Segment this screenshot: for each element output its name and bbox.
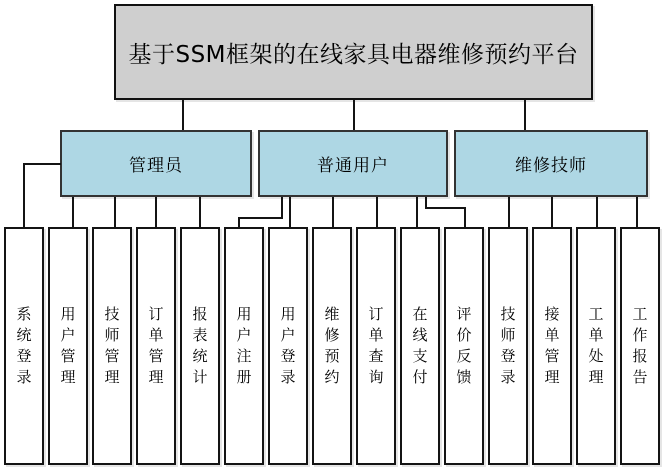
node-group-user-label: 普通用户 — [317, 156, 389, 176]
connector-root-technician — [524, 100, 526, 130]
leaf-label: 用户管理 — [60, 305, 76, 386]
leaf-label: 工单处理 — [588, 305, 604, 386]
node-leaf-report-statistics — [180, 227, 220, 465]
leaf-label: 维修预约 — [324, 305, 340, 386]
node-root-label: 基于SSM框架的在线家具电器维修预约平台 — [128, 41, 579, 68]
leaf-label: 订单查询 — [368, 305, 384, 386]
connector-root-user — [353, 100, 355, 130]
node-leaf-user-management — [48, 227, 88, 465]
leaf-label: 工作报告 — [632, 305, 648, 386]
leaf-label: 技师管理 — [104, 305, 120, 386]
node-leaf-order-query — [356, 227, 396, 465]
node-leaf-technician-management — [92, 227, 132, 465]
node-group-technician — [454, 130, 648, 197]
node-group-technician-label: 维修技师 — [515, 156, 587, 176]
node-leaf-user-register — [224, 227, 264, 465]
connector-tech-order-taking — [551, 197, 553, 227]
connector-admin-report-statistics — [199, 197, 201, 227]
node-group-user — [258, 130, 448, 197]
leaf-label: 订单管理 — [148, 305, 164, 386]
connector-admin-order-management — [155, 197, 157, 227]
node-leaf-user-login — [268, 227, 308, 465]
leaf-label: 接单管理 — [544, 305, 560, 386]
connector-user-feedback-v2 — [464, 207, 466, 227]
node-leaf-order-taking-management — [532, 227, 572, 465]
leaf-label: 系统登录 — [16, 305, 32, 386]
node-leaf-work-order-processing — [576, 227, 616, 465]
connector-user-login — [289, 197, 291, 227]
node-leaf-technician-login — [488, 227, 528, 465]
node-leaf-feedback — [444, 227, 484, 465]
connector-user-register-v2 — [238, 217, 240, 227]
node-root — [114, 4, 593, 100]
connector-user-repair-appointment — [332, 197, 334, 227]
connector-admin-system-login-h — [23, 163, 61, 165]
connector-tech-work-report — [636, 197, 638, 227]
node-leaf-repair-appointment — [312, 227, 352, 465]
connector-user-register-h — [238, 217, 283, 219]
connector-admin-user-management — [72, 197, 74, 227]
node-leaf-order-management — [136, 227, 176, 465]
connector-root-admin — [182, 100, 184, 130]
node-group-admin-label: 管理员 — [129, 156, 183, 176]
leaf-label: 用户登录 — [280, 305, 296, 386]
node-leaf-online-payment — [400, 227, 440, 465]
connector-admin-system-login-v — [23, 163, 25, 227]
connector-admin-technician-management — [114, 197, 116, 227]
node-leaf-system-login — [4, 227, 44, 465]
leaf-label: 用户注册 — [236, 305, 252, 386]
leaf-label: 报表统计 — [192, 305, 208, 386]
leaf-label: 在线支付 — [412, 305, 428, 386]
connector-user-register-v1 — [281, 197, 283, 219]
connector-user-feedback-h — [425, 207, 466, 209]
node-leaf-work-report — [620, 227, 660, 465]
leaf-label: 技师登录 — [500, 305, 516, 386]
leaf-label: 评价反馈 — [456, 305, 472, 386]
connector-user-order-query — [376, 197, 378, 227]
node-group-admin — [60, 130, 252, 197]
connector-tech-work-order — [596, 197, 598, 227]
connector-tech-login — [508, 197, 510, 227]
connector-user-online-payment — [416, 197, 418, 227]
